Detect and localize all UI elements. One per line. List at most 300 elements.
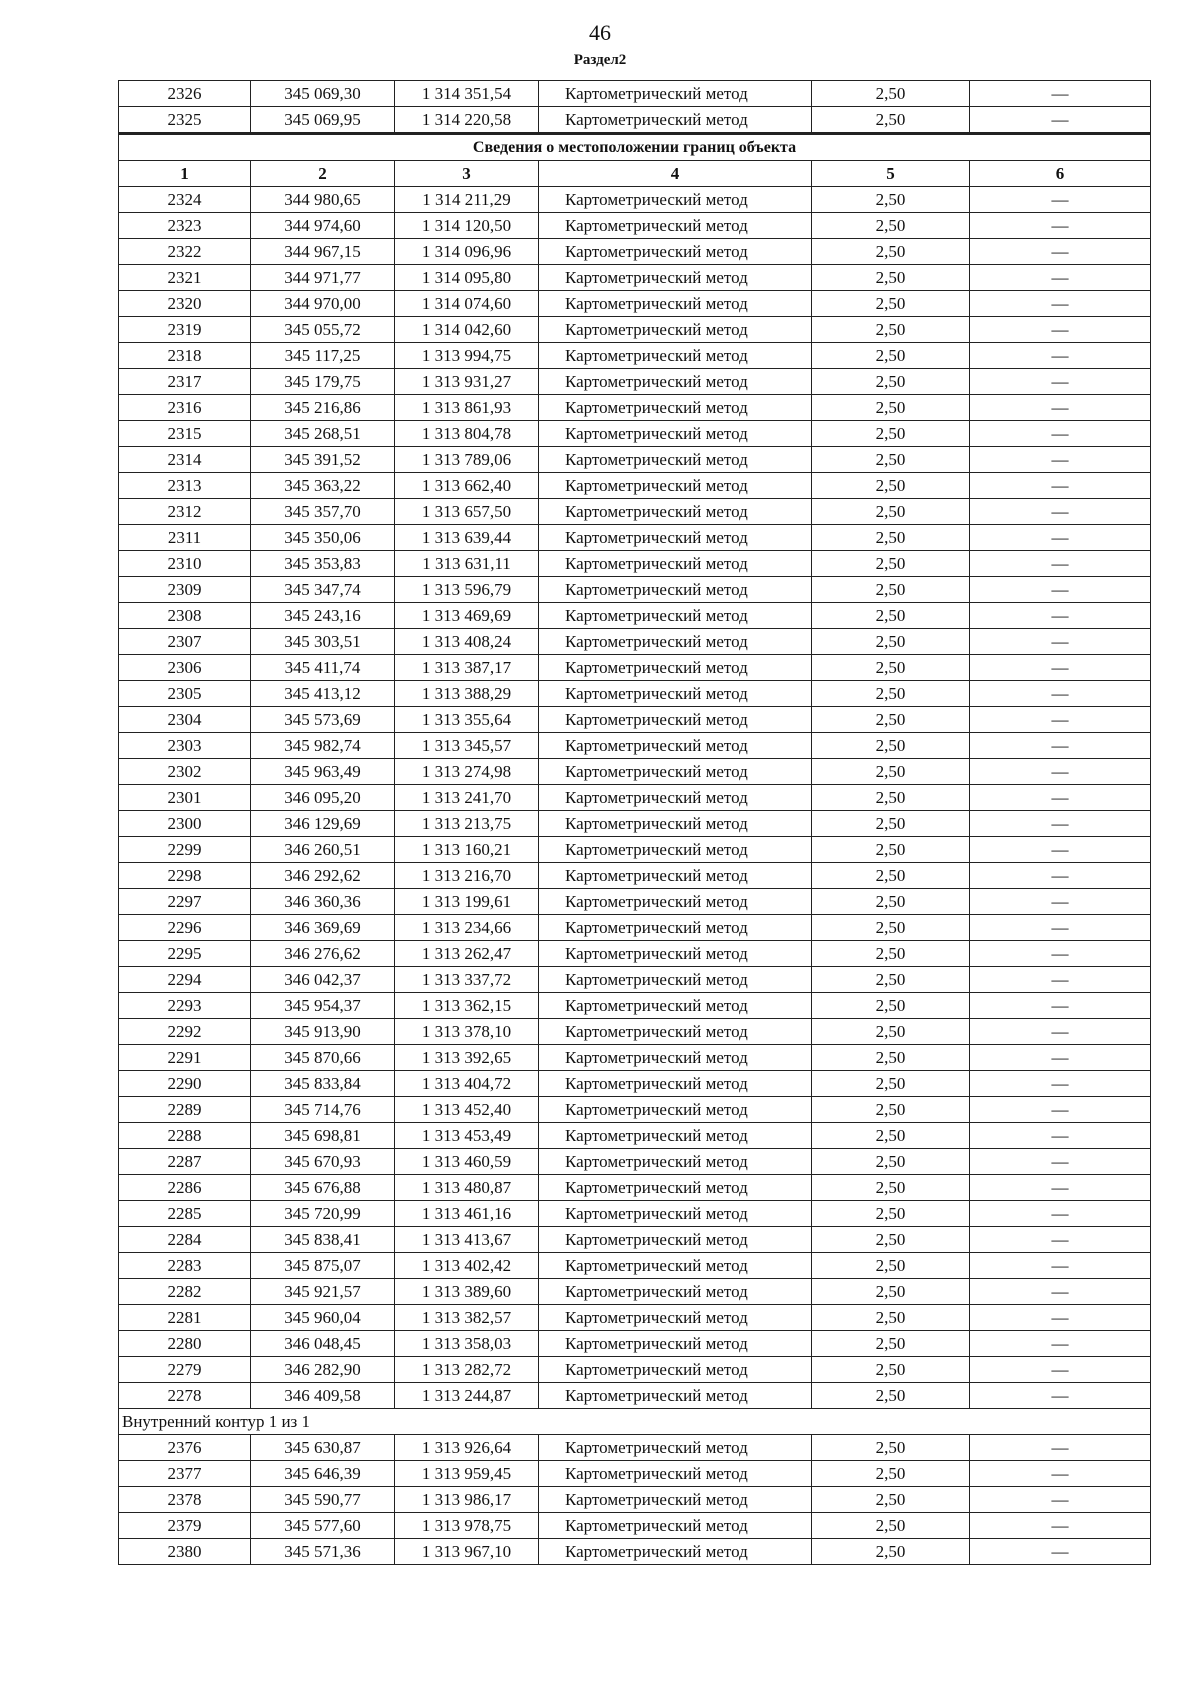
table-heading-section [119, 134, 1151, 187]
point-number: 2287 [119, 1149, 251, 1175]
coord-x: 345 590,77 [251, 1487, 395, 1513]
table-row [119, 473, 1151, 499]
table-row [119, 1149, 1151, 1175]
method: Картометрический метод [539, 1227, 812, 1253]
accuracy: 2,50 [812, 1487, 970, 1513]
coord-y: 1 313 262,47 [395, 941, 539, 967]
method: Картометрический метод [539, 993, 812, 1019]
table-row [119, 525, 1151, 551]
accuracy: 2,50 [812, 707, 970, 733]
table-row [119, 889, 1151, 915]
table-row [119, 421, 1151, 447]
accuracy: 2,50 [812, 421, 970, 447]
accuracy: 2,50 [812, 1097, 970, 1123]
point-number: 2321 [119, 265, 251, 291]
accuracy: 2,50 [812, 603, 970, 629]
coord-y: 1 313 388,29 [395, 681, 539, 707]
table-row [119, 759, 1151, 785]
description: — [970, 967, 1151, 993]
method: Картометрический метод [539, 525, 812, 551]
point-number: 2311 [119, 525, 251, 551]
coord-y: 1 313 199,61 [395, 889, 539, 915]
coord-y: 1 313 461,16 [395, 1201, 539, 1227]
point-number: 2295 [119, 941, 251, 967]
description: — [970, 733, 1151, 759]
table-row [119, 1201, 1151, 1227]
coord-x: 344 974,60 [251, 213, 395, 239]
accuracy: 2,50 [812, 473, 970, 499]
accuracy: 2,50 [812, 915, 970, 941]
description: — [970, 369, 1151, 395]
coord-y: 1 313 402,42 [395, 1253, 539, 1279]
table-row [119, 265, 1151, 291]
accuracy: 2,50 [812, 1201, 970, 1227]
accuracy: 2,50 [812, 1305, 970, 1331]
accuracy: 2,50 [812, 239, 970, 265]
coord-y: 1 313 413,67 [395, 1227, 539, 1253]
coord-x: 345 363,22 [251, 473, 395, 499]
coord-y: 1 313 378,10 [395, 1019, 539, 1045]
accuracy: 2,50 [812, 1175, 970, 1201]
coordinates-table [118, 80, 1151, 1565]
accuracy: 2,50 [812, 941, 970, 967]
method: Картометрический метод [539, 1253, 812, 1279]
coord-y: 1 313 408,24 [395, 629, 539, 655]
table-row [119, 1331, 1151, 1357]
coord-x: 345 069,95 [251, 107, 395, 134]
accuracy: 2,50 [812, 759, 970, 785]
coord-y: 1 313 216,70 [395, 863, 539, 889]
coord-y: 1 313 387,17 [395, 655, 539, 681]
point-number: 2307 [119, 629, 251, 655]
table-row [119, 941, 1151, 967]
description: — [970, 213, 1151, 239]
coord-y: 1 313 244,87 [395, 1383, 539, 1409]
method: Картометрический метод [539, 473, 812, 499]
table-heading-row [119, 134, 1151, 161]
method: Картометрический метод [539, 655, 812, 681]
coord-y: 1 313 382,57 [395, 1305, 539, 1331]
accuracy: 2,50 [812, 1279, 970, 1305]
point-number: 2302 [119, 759, 251, 785]
coord-x: 345 698,81 [251, 1123, 395, 1149]
accuracy: 2,50 [812, 1019, 970, 1045]
description: — [970, 811, 1151, 837]
coord-y: 1 314 351,54 [395, 81, 539, 107]
point-number: 2298 [119, 863, 251, 889]
point-number: 2380 [119, 1539, 251, 1565]
coord-x: 345 875,07 [251, 1253, 395, 1279]
point-number: 2376 [119, 1435, 251, 1461]
point-number: 2278 [119, 1383, 251, 1409]
coord-y: 1 313 639,44 [395, 525, 539, 551]
method: Картометрический метод [539, 1123, 812, 1149]
description: — [970, 577, 1151, 603]
description: — [970, 1487, 1151, 1513]
method: Картометрический метод [539, 1305, 812, 1331]
table-row [119, 1279, 1151, 1305]
table-row [119, 603, 1151, 629]
description: — [970, 107, 1151, 134]
method: Картометрический метод [539, 291, 812, 317]
column-number: 3 [395, 161, 539, 187]
coord-x: 346 282,90 [251, 1357, 395, 1383]
coord-y: 1 313 986,17 [395, 1487, 539, 1513]
table-row [119, 1383, 1151, 1409]
point-number: 2312 [119, 499, 251, 525]
method: Картометрический метод [539, 1149, 812, 1175]
table-row [119, 993, 1151, 1019]
description: — [970, 395, 1151, 421]
point-number: 2326 [119, 81, 251, 107]
coord-x: 346 042,37 [251, 967, 395, 993]
point-number: 2281 [119, 1305, 251, 1331]
coord-x: 345 714,76 [251, 1097, 395, 1123]
accuracy: 2,50 [812, 1149, 970, 1175]
accuracy: 2,50 [812, 837, 970, 863]
coord-y: 1 313 631,11 [395, 551, 539, 577]
coord-x: 345 347,74 [251, 577, 395, 603]
coord-x: 345 357,70 [251, 499, 395, 525]
table-row [119, 1305, 1151, 1331]
point-number: 2301 [119, 785, 251, 811]
table-row [119, 499, 1151, 525]
accuracy: 2,50 [812, 551, 970, 577]
coord-x: 344 971,77 [251, 265, 395, 291]
description: — [970, 1383, 1151, 1409]
coord-y: 1 313 978,75 [395, 1513, 539, 1539]
description: — [970, 1123, 1151, 1149]
method: Картометрический метод [539, 889, 812, 915]
coord-x: 345 646,39 [251, 1461, 395, 1487]
coord-x: 346 292,62 [251, 863, 395, 889]
point-number: 2377 [119, 1461, 251, 1487]
method: Картометрический метод [539, 681, 812, 707]
coord-y: 1 313 959,45 [395, 1461, 539, 1487]
accuracy: 2,50 [812, 1071, 970, 1097]
coord-y: 1 313 274,98 [395, 759, 539, 785]
coord-x: 345 353,83 [251, 551, 395, 577]
column-number: 2 [251, 161, 395, 187]
coord-x: 346 048,45 [251, 1331, 395, 1357]
method: Картометрический метод [539, 1539, 812, 1565]
method: Картометрический метод [539, 1513, 812, 1539]
coord-y: 1 313 926,64 [395, 1435, 539, 1461]
coord-y: 1 313 234,66 [395, 915, 539, 941]
method: Картометрический метод [539, 1461, 812, 1487]
method: Картометрический метод [539, 81, 812, 107]
table-row [119, 187, 1151, 213]
point-number: 2323 [119, 213, 251, 239]
accuracy: 2,50 [812, 1227, 970, 1253]
point-number: 2304 [119, 707, 251, 733]
accuracy: 2,50 [812, 1539, 970, 1565]
column-number: 6 [970, 161, 1151, 187]
point-number: 2292 [119, 1019, 251, 1045]
coord-y: 1 313 861,93 [395, 395, 539, 421]
point-number: 2288 [119, 1123, 251, 1149]
coord-x: 346 369,69 [251, 915, 395, 941]
accuracy: 2,50 [812, 499, 970, 525]
page-number: 46 [589, 20, 611, 45]
table-row [119, 1019, 1151, 1045]
contour-label: Внутренний контур 1 из 1 [119, 1409, 1151, 1435]
point-number: 2315 [119, 421, 251, 447]
column-number: 4 [539, 161, 812, 187]
accuracy: 2,50 [812, 889, 970, 915]
point-number: 2279 [119, 1357, 251, 1383]
coord-y: 1 313 358,03 [395, 1331, 539, 1357]
description: — [970, 317, 1151, 343]
method: Картометрический метод [539, 265, 812, 291]
accuracy: 2,50 [812, 343, 970, 369]
point-number: 2280 [119, 1331, 251, 1357]
table-row [119, 1097, 1151, 1123]
table-row [119, 81, 1151, 107]
point-number: 2308 [119, 603, 251, 629]
coord-x: 344 970,00 [251, 291, 395, 317]
coord-x: 344 967,15 [251, 239, 395, 265]
coord-x: 345 960,04 [251, 1305, 395, 1331]
description: — [970, 1045, 1151, 1071]
coord-y: 1 313 994,75 [395, 343, 539, 369]
description: — [970, 1201, 1151, 1227]
coord-x: 345 268,51 [251, 421, 395, 447]
description: — [970, 1357, 1151, 1383]
point-number: 2303 [119, 733, 251, 759]
point-number: 2289 [119, 1097, 251, 1123]
method: Картометрический метод [539, 447, 812, 473]
contour-section [119, 1409, 1151, 1435]
table-row [119, 655, 1151, 681]
point-number: 2291 [119, 1045, 251, 1071]
accuracy: 2,50 [812, 863, 970, 889]
point-number: 2320 [119, 291, 251, 317]
method: Картометрический метод [539, 1383, 812, 1409]
coord-y: 1 314 095,80 [395, 265, 539, 291]
coord-y: 1 314 042,60 [395, 317, 539, 343]
coord-x: 344 980,65 [251, 187, 395, 213]
description: — [970, 681, 1151, 707]
coord-y: 1 314 074,60 [395, 291, 539, 317]
point-number: 2324 [119, 187, 251, 213]
point-number: 2316 [119, 395, 251, 421]
accuracy: 2,50 [812, 1331, 970, 1357]
coord-y: 1 313 404,72 [395, 1071, 539, 1097]
coord-y: 1 313 480,87 [395, 1175, 539, 1201]
point-number: 2300 [119, 811, 251, 837]
description: — [970, 889, 1151, 915]
coord-y: 1 313 452,40 [395, 1097, 539, 1123]
description: — [970, 473, 1151, 499]
table-row [119, 107, 1151, 134]
method: Картометрический метод [539, 863, 812, 889]
coord-y: 1 314 211,29 [395, 187, 539, 213]
coord-y: 1 313 160,21 [395, 837, 539, 863]
coord-x: 345 963,49 [251, 759, 395, 785]
coord-x: 345 954,37 [251, 993, 395, 1019]
point-number: 2318 [119, 343, 251, 369]
method: Картометрический метод [539, 967, 812, 993]
coord-y: 1 313 453,49 [395, 1123, 539, 1149]
table-row [119, 1513, 1151, 1539]
coord-x: 345 069,30 [251, 81, 395, 107]
point-number: 2286 [119, 1175, 251, 1201]
coord-y: 1 313 460,59 [395, 1149, 539, 1175]
accuracy: 2,50 [812, 811, 970, 837]
coord-y: 1 313 389,60 [395, 1279, 539, 1305]
coord-y: 1 313 662,40 [395, 473, 539, 499]
table-row [119, 837, 1151, 863]
method: Картометрический метод [539, 1175, 812, 1201]
method: Картометрический метод [539, 1019, 812, 1045]
coord-y: 1 313 241,70 [395, 785, 539, 811]
method: Картометрический метод [539, 1071, 812, 1097]
table-row [119, 811, 1151, 837]
coord-y: 1 313 362,15 [395, 993, 539, 1019]
method: Картометрический метод [539, 499, 812, 525]
accuracy: 2,50 [812, 369, 970, 395]
table-row [119, 213, 1151, 239]
point-number: 2293 [119, 993, 251, 1019]
description: — [970, 1071, 1151, 1097]
accuracy: 2,50 [812, 1383, 970, 1409]
description: — [970, 1253, 1151, 1279]
accuracy: 2,50 [812, 577, 970, 603]
table-row [119, 967, 1151, 993]
description: — [970, 915, 1151, 941]
description: — [970, 343, 1151, 369]
method: Картометрический метод [539, 603, 812, 629]
method: Картометрический метод [539, 317, 812, 343]
coord-x: 346 276,62 [251, 941, 395, 967]
coord-x: 346 129,69 [251, 811, 395, 837]
accuracy: 2,50 [812, 1513, 970, 1539]
method: Картометрический метод [539, 1279, 812, 1305]
accuracy: 2,50 [812, 213, 970, 239]
method: Картометрический метод [539, 421, 812, 447]
coord-y: 1 313 345,57 [395, 733, 539, 759]
description: — [970, 265, 1151, 291]
table-row [119, 707, 1151, 733]
description: — [970, 785, 1151, 811]
accuracy: 2,50 [812, 785, 970, 811]
table-row [119, 1539, 1151, 1565]
accuracy: 2,50 [812, 1253, 970, 1279]
coord-y: 1 313 804,78 [395, 421, 539, 447]
method: Картометрический метод [539, 577, 812, 603]
description: — [970, 837, 1151, 863]
table-row [119, 681, 1151, 707]
accuracy: 2,50 [812, 107, 970, 134]
table-row [119, 1045, 1151, 1071]
table-row [119, 239, 1151, 265]
table-row [119, 291, 1151, 317]
table-row [119, 1071, 1151, 1097]
coord-y: 1 313 355,64 [395, 707, 539, 733]
coord-x: 345 670,93 [251, 1149, 395, 1175]
description: — [970, 1435, 1151, 1461]
coord-x: 345 630,87 [251, 1435, 395, 1461]
coord-y: 1 313 213,75 [395, 811, 539, 837]
coord-y: 1 313 282,72 [395, 1357, 539, 1383]
table-row [119, 1227, 1151, 1253]
accuracy: 2,50 [812, 655, 970, 681]
point-number: 2378 [119, 1487, 251, 1513]
method: Картометрический метод [539, 239, 812, 265]
coord-x: 345 350,06 [251, 525, 395, 551]
coord-x: 345 411,74 [251, 655, 395, 681]
table-row [119, 1461, 1151, 1487]
coord-y: 1 313 657,50 [395, 499, 539, 525]
coord-y: 1 314 096,96 [395, 239, 539, 265]
table-row [119, 863, 1151, 889]
table-row [119, 551, 1151, 577]
description: — [970, 1305, 1151, 1331]
description: — [970, 1149, 1151, 1175]
coord-x: 345 676,88 [251, 1175, 395, 1201]
point-number: 2299 [119, 837, 251, 863]
description: — [970, 1539, 1151, 1565]
point-number: 2283 [119, 1253, 251, 1279]
table-row [119, 915, 1151, 941]
coord-y: 1 313 469,69 [395, 603, 539, 629]
method: Картометрический метод [539, 1331, 812, 1357]
point-number: 2306 [119, 655, 251, 681]
point-number: 2305 [119, 681, 251, 707]
description: — [970, 1461, 1151, 1487]
point-number: 2294 [119, 967, 251, 993]
point-number: 2310 [119, 551, 251, 577]
table-row [119, 1435, 1151, 1461]
description: — [970, 551, 1151, 577]
accuracy: 2,50 [812, 81, 970, 107]
column-number-row [119, 161, 1151, 187]
point-number: 2285 [119, 1201, 251, 1227]
accuracy: 2,50 [812, 1045, 970, 1071]
table-row [119, 1123, 1151, 1149]
table-row [119, 1357, 1151, 1383]
contour-label-row [119, 1409, 1151, 1435]
table-row [119, 577, 1151, 603]
coord-x: 345 216,86 [251, 395, 395, 421]
method: Картометрический метод [539, 107, 812, 134]
coord-x: 346 409,58 [251, 1383, 395, 1409]
point-number: 2317 [119, 369, 251, 395]
coord-x: 345 577,60 [251, 1513, 395, 1539]
description: — [970, 81, 1151, 107]
description: — [970, 239, 1151, 265]
point-number: 2319 [119, 317, 251, 343]
coord-y: 1 313 789,06 [395, 447, 539, 473]
method: Картометрический метод [539, 1487, 812, 1513]
coord-x: 345 179,75 [251, 369, 395, 395]
point-number: 2379 [119, 1513, 251, 1539]
method: Картометрический метод [539, 629, 812, 655]
coord-x: 345 055,72 [251, 317, 395, 343]
coord-y: 1 313 337,72 [395, 967, 539, 993]
method: Картометрический метод [539, 915, 812, 941]
coord-x: 345 243,16 [251, 603, 395, 629]
method: Картометрический метод [539, 343, 812, 369]
coord-x: 346 095,20 [251, 785, 395, 811]
method: Картометрический метод [539, 811, 812, 837]
coord-x: 345 982,74 [251, 733, 395, 759]
accuracy: 2,50 [812, 1357, 970, 1383]
description: — [970, 863, 1151, 889]
point-number: 2284 [119, 1227, 251, 1253]
table-row [119, 629, 1151, 655]
